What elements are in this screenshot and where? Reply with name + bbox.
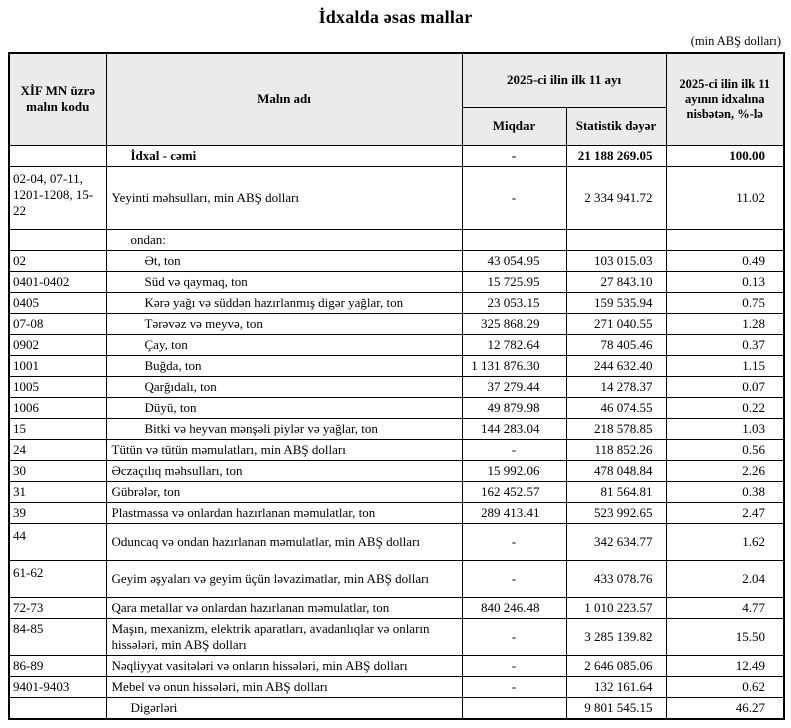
table-row [9,460,784,481]
table-row [9,166,784,229]
row-name: Yeyinti məhsulları, min ABŞ dolları [106,166,462,229]
row-qty: 15 725.95 [462,271,566,292]
row-qty: - [462,655,566,676]
row-share: 0.13 [666,271,784,292]
row-value: 342 634.77 [566,523,666,560]
table-row [9,271,784,292]
row-qty: 840 246.48 [462,597,566,618]
row-share: 1.28 [666,313,784,334]
table-row [9,334,784,355]
row-name: Əczaçılıq məhsulları, ton [106,460,462,481]
row-qty: 37 279.44 [462,376,566,397]
page-title: İdxalda əsas mallar [318,7,473,27]
row-qty: 12 782.64 [462,334,566,355]
row-share: 0.62 [666,676,784,697]
table-row [9,292,784,313]
row-qty: 144 283.04 [462,418,566,439]
row-value: 81 564.81 [566,481,666,502]
row-code: 07-08 [9,313,106,334]
row-share: 46.27 [666,697,784,719]
imports-table [8,52,785,720]
row-value [566,229,666,250]
row-share: 0.38 [666,481,784,502]
header-share: 2025-ci ilin ilk 11 ayının idxalına nisbətən, %-lə [666,53,784,145]
document-page [8,0,783,720]
row-value: 21 188 269.05 [566,145,666,166]
row-code: 84-85 [9,618,106,655]
row-value: 46 074.55 [566,397,666,418]
row-name: Oduncaq və ondan hazırlanan məmulatlar, min ABŞ dolları [106,523,462,560]
row-qty [462,229,566,250]
row-code: 9401-9403 [9,676,106,697]
row-name: Digərləri [106,697,462,719]
row-share: 4.77 [666,597,784,618]
table-row [9,376,784,397]
row-name: Çay, ton [106,334,462,355]
row-qty: 23 053.15 [462,292,566,313]
row-name: Nəqliyyat vasitələri və onların hissələri, min ABŞ dolları [106,655,462,676]
row-code: 86-89 [9,655,106,676]
row-name: Buğda, ton [106,355,462,376]
table-row [9,418,784,439]
row-share: 100.00 [666,145,784,166]
row-name: Ət, ton [106,250,462,271]
unit-note: (min ABŞ dolları) [690,34,781,48]
table-row [9,250,784,271]
row-value: 132 161.64 [566,676,666,697]
table-row [9,597,784,618]
table-row [9,697,784,719]
table-row [9,481,784,502]
row-value: 9 801 545.15 [566,697,666,719]
header-period: 2025-ci ilin ilk 11 ayı [462,53,666,107]
row-code: 24 [9,439,106,460]
row-code: 1005 [9,376,106,397]
row-share: 0.75 [666,292,784,313]
row-code [9,697,106,719]
row-qty: - [462,676,566,697]
row-qty: 43 054.95 [462,250,566,271]
row-qty: 325 868.29 [462,313,566,334]
row-code: 1001 [9,355,106,376]
row-value: 2 646 085.06 [566,655,666,676]
row-value: 2 334 941.72 [566,166,666,229]
row-name: Kərə yağı və süddən hazırlanmış digər yağlar, ton [106,292,462,313]
row-name: Tərəvəz və meyvə, ton [106,313,462,334]
table-row [9,655,784,676]
row-qty: 162 452.57 [462,481,566,502]
row-qty: - [462,523,566,560]
row-share: 0.22 [666,397,784,418]
row-name: İdxal - cəmi [106,145,462,166]
row-share: 0.07 [666,376,784,397]
row-name: Geyim əşyaları və geyim üçün ləvazimatlar, min ABŞ dolları [106,560,462,597]
row-name: Düyü, ton [106,397,462,418]
row-name: Gübrələr, ton [106,481,462,502]
row-name: Maşın, mexanizm, elektrik aparatları, avadanlıqlar və onların hissələri, min ABŞ dolları [106,618,462,655]
table-row [9,229,784,250]
header-row-top [9,53,784,107]
row-qty: 1 131 876.30 [462,355,566,376]
row-code [9,145,106,166]
table-row [9,523,784,560]
table-row [9,397,784,418]
row-name: Qarğıdalı, ton [106,376,462,397]
row-code: 0401-0402 [9,271,106,292]
row-code: 61-62 [9,560,106,597]
header-quantity: Miqdar [462,107,566,145]
row-qty: - [462,145,566,166]
row-share: 2.04 [666,560,784,597]
row-share: 0.37 [666,334,784,355]
row-name: Süd və qaymaq, ton [106,271,462,292]
row-code: 15 [9,418,106,439]
row-qty: 15 992.06 [462,460,566,481]
row-name: Bitki və heyvan mənşəli piylər və yağlar, ton [106,418,462,439]
row-name: Qara metallar və onlardan hazırlanan məmulatlar, ton [106,597,462,618]
row-code: 0405 [9,292,106,313]
table-row [9,145,784,166]
row-code [9,229,106,250]
row-value: 271 040.55 [566,313,666,334]
row-code: 02-04, 07-11, 1201-1208, 15-22 [9,166,106,229]
table-row [9,502,784,523]
row-share: 15.50 [666,618,784,655]
row-value: 478 048.84 [566,460,666,481]
header-value: Statistik dəyər [566,107,666,145]
row-code: 44 [9,523,106,560]
table-row [9,618,784,655]
row-value: 14 278.37 [566,376,666,397]
table-body [9,145,784,719]
row-share: 12.49 [666,655,784,676]
table-header [9,53,784,145]
table-row [9,676,784,697]
row-value: 103 015.03 [566,250,666,271]
row-code: 72-73 [9,597,106,618]
row-name: ondan: [106,229,462,250]
row-share [666,229,784,250]
row-share: 2.26 [666,460,784,481]
row-value: 218 578.85 [566,418,666,439]
row-value: 244 632.40 [566,355,666,376]
row-value: 523 992.65 [566,502,666,523]
row-qty: - [462,166,566,229]
row-share: 2.47 [666,502,784,523]
row-code: 30 [9,460,106,481]
row-qty: 289 413.41 [462,502,566,523]
table-row [9,313,784,334]
row-value: 27 843.10 [566,271,666,292]
row-share: 1.15 [666,355,784,376]
row-value: 3 285 139.82 [566,618,666,655]
table-row [9,560,784,597]
row-qty: - [462,560,566,597]
row-qty: - [462,618,566,655]
row-qty: - [462,439,566,460]
row-qty: 49 879.98 [462,397,566,418]
row-value: 433 078.76 [566,560,666,597]
row-code: 0902 [9,334,106,355]
row-code: 1006 [9,397,106,418]
table-row [9,439,784,460]
row-share: 1.62 [666,523,784,560]
row-value: 1 010 223.57 [566,597,666,618]
row-value: 159 535.94 [566,292,666,313]
row-name: Tütün və tütün məmulatları, min ABŞ dolları [106,439,462,460]
row-value: 78 405.46 [566,334,666,355]
row-share: 11.02 [666,166,784,229]
header-code: XİF MN üzrə malın kodu [9,53,106,145]
row-share: 0.49 [666,250,784,271]
row-share: 0.56 [666,439,784,460]
header-name: Malın adı [106,53,462,145]
row-name: Mebel və onun hissələri, min ABŞ dolları [106,676,462,697]
row-code: 39 [9,502,106,523]
row-share: 1.03 [666,418,784,439]
row-qty [462,697,566,719]
row-code: 31 [9,481,106,502]
row-code: 02 [9,250,106,271]
table-row [9,355,784,376]
row-name: Plastmassa və onlardan hazırlanan məmulatlar, ton [106,502,462,523]
row-value: 118 852.26 [566,439,666,460]
